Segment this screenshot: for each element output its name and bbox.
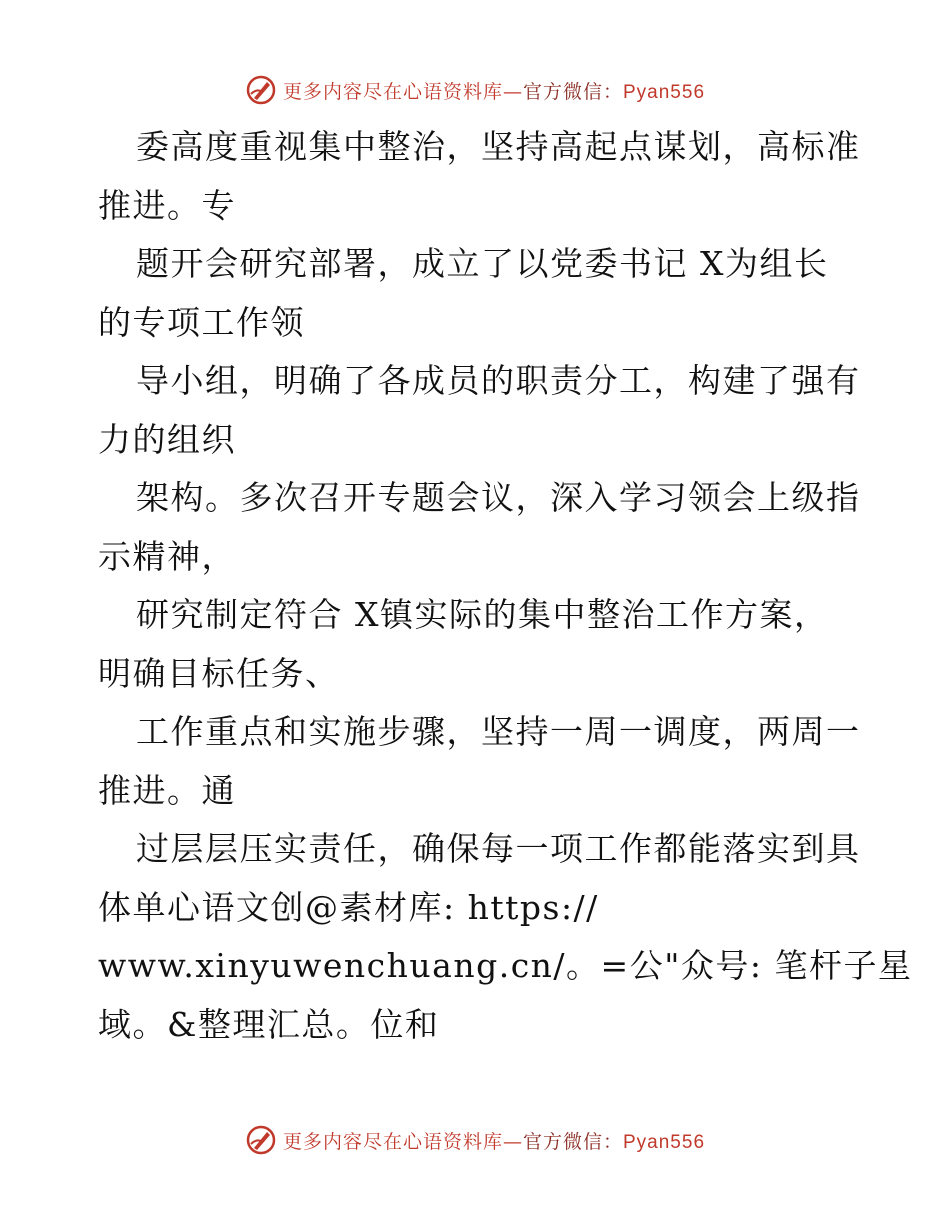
header-wechat-label: 官方微信： [522, 80, 623, 103]
paragraph-line: 域。&整理汇总。位和 [98, 1004, 440, 1044]
paragraph-line: 体单心语文创@素材库: https:// [98, 887, 599, 927]
paragraph-line: 示精神， [98, 536, 236, 576]
paragraph-line: 工作重点和实施步骤，坚持一周一调度，两周一 [136, 712, 861, 751]
paragraph-line: 的专项工作领 [98, 302, 305, 342]
footer-wechat-id: Pyan556 [623, 1131, 706, 1153]
paragraph-line: 明确目标任务、 [98, 653, 340, 693]
paragraph-line: 导小组，明确了各成员的职责分工，构建了强有 [136, 361, 861, 400]
paragraph-line: 架构。多次召开专题会议，深入学习领会上级指 [136, 478, 861, 517]
paragraph-line: 力的组织 [98, 419, 236, 459]
paragraph-line: www.xinyuwenchuang.cn/。=公"众号: 笔杆子星 [98, 946, 913, 985]
header-site: 更多内容尽在心语资料库 [282, 80, 503, 103]
footer-wechat-label: 官方微信： [522, 1130, 623, 1153]
quill-logo-icon [245, 74, 277, 106]
paragraph-line: 题开会研究部署，成立了以党委书记 X为组长 [136, 244, 829, 283]
footer-banner [0, 1120, 950, 1160]
header-text [283, 77, 705, 104]
paragraph-line: 过层层压实责任，确保每一项工作都能落实到具 [136, 829, 861, 868]
footer-text [283, 1127, 705, 1154]
paragraph-line: 委高度重视集中整治，坚持高起点谋划，高标准 [136, 127, 861, 166]
header-banner [0, 70, 950, 110]
footer-dash: — [502, 1130, 523, 1153]
header-wechat-id: Pyan556 [623, 81, 706, 103]
quill-logo-icon [245, 1124, 277, 1156]
paragraph-line: 推进。专 [98, 185, 236, 225]
footer-site: 更多内容尽在心语资料库 [282, 1130, 503, 1153]
document-body [98, 118, 913, 1054]
paragraph-line: 研究制定符合 X镇实际的集中整治工作方案， [136, 595, 829, 634]
header-dash: — [502, 80, 523, 103]
paragraph-line: 推进。通 [98, 770, 236, 810]
